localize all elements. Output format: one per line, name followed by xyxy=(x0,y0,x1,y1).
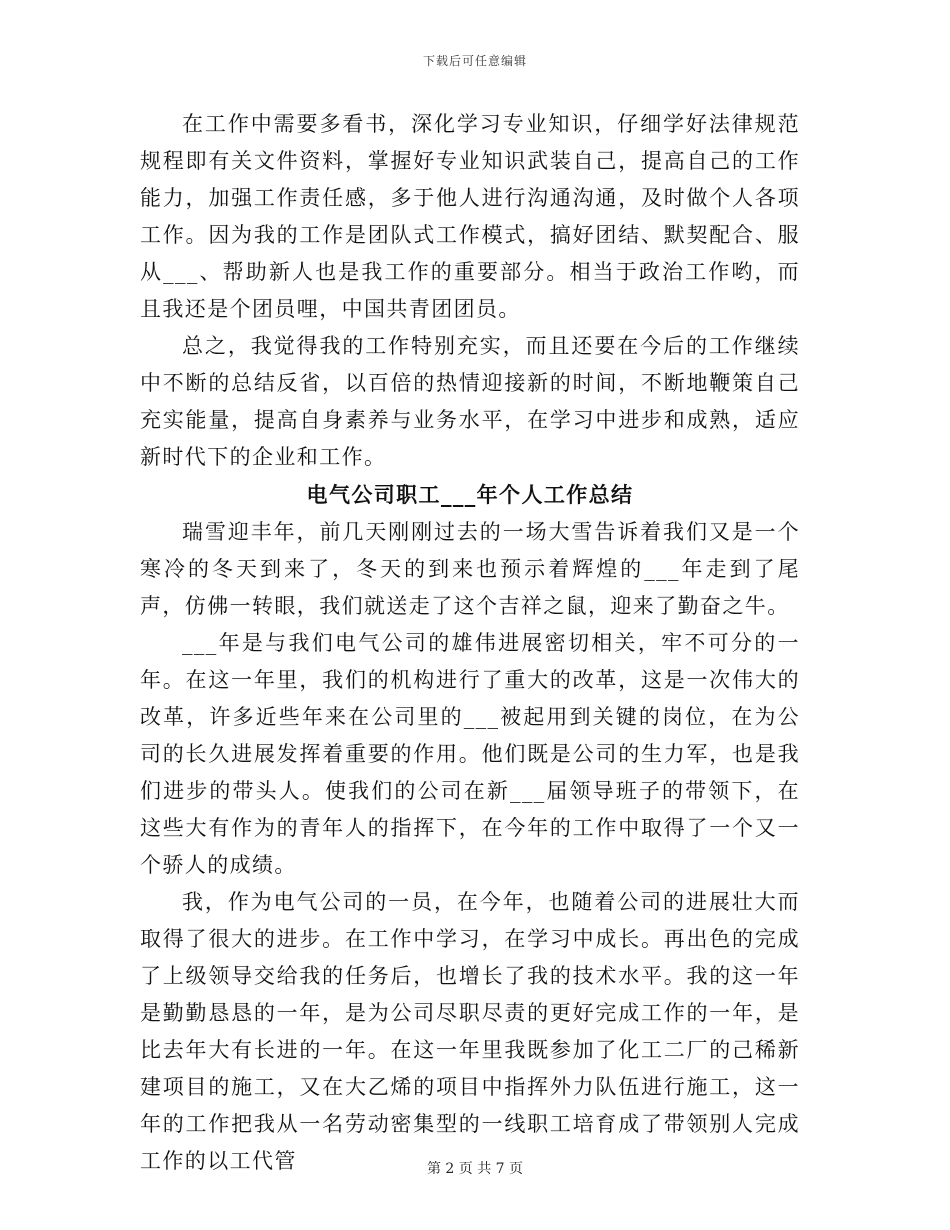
page-number: 第 2 页 共 7 页 xyxy=(426,1161,524,1177)
paragraph-study: 在工作中需要多看书，深化学习专业知识，仔细学好法律规范规程即有关文件资料，掌握好专业知识武装自己，提高自己的工作能力，加强工作责任感，多于他人进行沟通沟通，及时做个人各项工作。因为我的工作是团队式工作模式，搞好团结、默契配合、服从___、帮助新人也是我工作的重要部分。相当于政治工作哟，而且我还是个团员哩，中国共青团团员。 xyxy=(140,112,800,321)
section-title: 电气公司职工___年个人工作总结 xyxy=(306,482,634,507)
page-header: 下载后可任意编辑 xyxy=(422,54,527,68)
paragraph-company-year: ___年是与我们电气公司的雄伟进展密切相关，牢不可分的一年。在这一年里，我们的机构进行了重大的改革，这是一次伟大的改革，许多近些年来在公司里的___被起用到关键的岗位，在为公司的长久进展发挥着重要的作用。他们既是公司的生力军，也是我们进步的带头人。使我们的公司在新___届领导班子的带领下，在这些大有作为的青年人的指挥下，在今年的工作中取得了一个又一个骄人的成绩。 xyxy=(140,631,800,877)
paragraph-conclusion: 总之，我觉得我的工作特别充实，而且还要在今后的工作继续中不断的总结反省，以百倍的热情迎接新的时间，不断地鞭策自己充实能量，提高自身素养与业务水平，在学习中进步和成熟，适应新时代下的企业和工作。 xyxy=(140,334,800,469)
document-body xyxy=(140,106,800,1180)
paragraph-personal-growth: 我，作为电气公司的一员，在今年，也随着公司的进展壮大而取得了很大的进步。在工作中学习，在学习中成长。再出色的完成了上级领导交给我的任务后，也增长了我的技术水平。我的这一年是勤勤恳恳的一年，是为公司尽职尽责的更好完成工作的一年，是比去年大有长进的一年。在这一年里我既参加了化工二厂的己稀新建项目的施工，又在大乙烯的项目中指挥外力队伍进行施工，这一年的工作把我从一名劳动密集型的一线职工培育成了带领别人完成工作的以工代管 xyxy=(140,890,800,1173)
paragraph-intro: 瑞雪迎丰年，前几天刚刚过去的一场大雪告诉着我们又是一个寒冷的冬天到来了，冬天的到来也预示着辉煌的___年走到了尾声，仿佛一转眼，我们就送走了这个吉祥之鼠，迎来了勤奋之牛。 xyxy=(140,520,800,618)
